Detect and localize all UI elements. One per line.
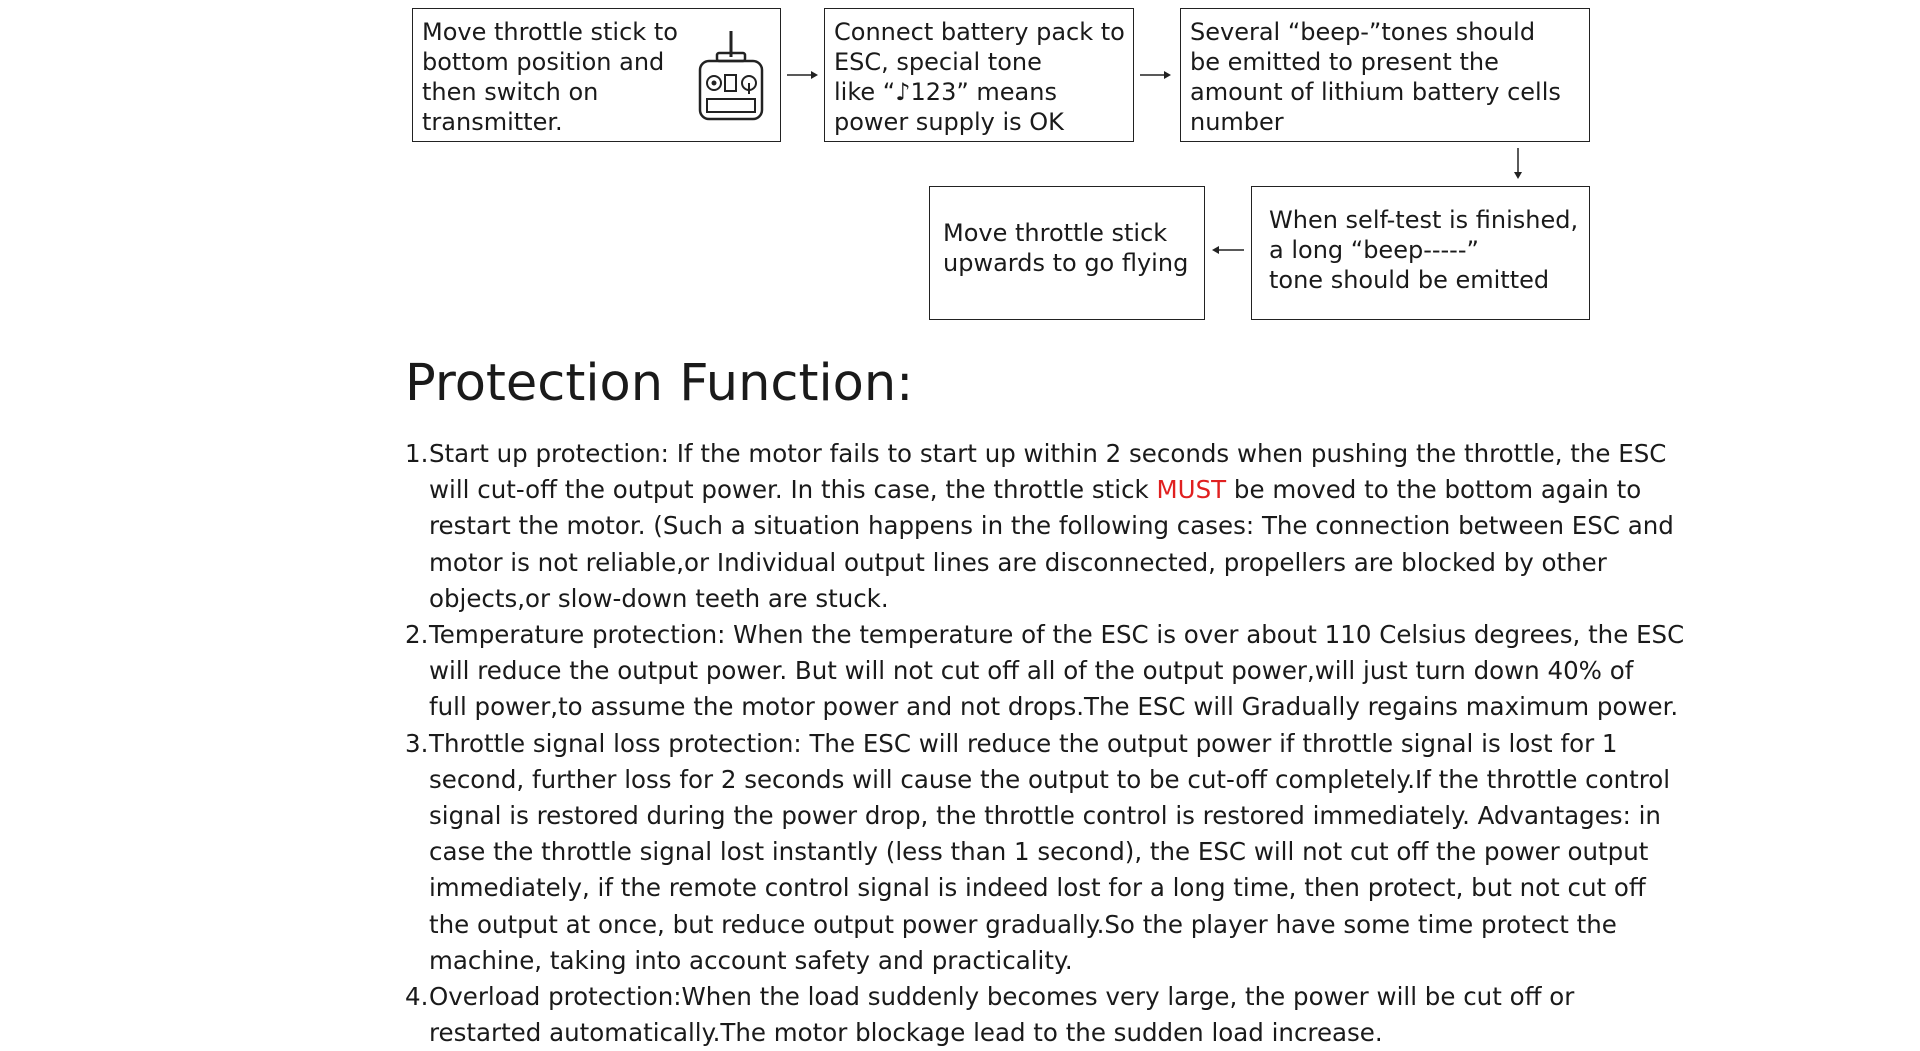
- protection-list: [405, 436, 1685, 1051]
- item-line: [429, 472, 1642, 508]
- flow-step-self-test: [1251, 186, 1590, 320]
- flow-step-text: power supply is OK: [834, 108, 1064, 136]
- flow-step-text: Move throttle stick to: [422, 18, 678, 46]
- item-line: signal is restored during the power drop, the throttle control is restored immediately. Advantages: in: [429, 801, 1661, 831]
- section-title: Protection Function:: [405, 354, 914, 413]
- flow-step-text: When self-test is finished,: [1269, 206, 1579, 234]
- item-line: immediately, if the remote control signal is indeed lost for a long time, then protect, but not cut off: [429, 873, 1646, 903]
- item-line: the output at once, but reduce output power gradually.So the player have some time protect the: [429, 909, 1617, 939]
- flow-step-beep-tones: [1180, 8, 1590, 142]
- item-line: restarted automatically.The motor blockage lead to the sudden load increase.: [429, 1018, 1383, 1048]
- must-emphasis: MUST: [1156, 475, 1227, 505]
- flow-step-throttle-bottom: [412, 8, 781, 142]
- item-line: objects,or slow-down teeth are stuck.: [429, 583, 889, 613]
- flow-step-text: upwards to go flying: [943, 249, 1189, 277]
- protection-item-temperature: [405, 617, 1685, 726]
- arrow-right-icon: [787, 68, 819, 82]
- protection-item-signal-loss: [405, 726, 1671, 979]
- flow-step-text: Connect battery pack to: [834, 18, 1125, 46]
- item-line: Overload protection:When the load suddenly becomes very large, the power will be cut off or: [429, 982, 1575, 1012]
- flow-step-text: tone should be emitted: [1269, 266, 1550, 294]
- arrow-down-icon: [1511, 148, 1525, 180]
- flow-step-text: bottom position and: [422, 48, 665, 76]
- flow-step-text: be emitted to present the: [1190, 48, 1499, 76]
- flow-step-text: transmitter.: [422, 108, 563, 136]
- item-line: Start up protection: If the motor fails to start up within 2 seconds when pushing the throttle, the ESC: [429, 439, 1667, 468]
- item-line: full power,to assume the motor power and not drops.The ESC will Gradually regains maximum power.: [429, 692, 1679, 722]
- protection-item-startup: [405, 436, 1674, 617]
- flow-step-text: amount of lithium battery cells: [1190, 78, 1561, 106]
- arrow-right-icon: [1140, 68, 1172, 82]
- flow-step-text: like “♪123” means: [834, 78, 1057, 106]
- item-number: 2.: [405, 620, 429, 650]
- transmitter-icon: [695, 27, 767, 125]
- flow-step-connect-battery: [824, 8, 1134, 142]
- item-line: case the throttle signal lost instantly (less than 1 second), the ESC will not cut off the power output: [429, 837, 1649, 867]
- arrow-left-icon: [1211, 243, 1245, 257]
- flow-step-text: ESC, special tone: [834, 48, 1042, 76]
- item-line: Throttle signal loss protection: The ESC will reduce the output power if throttle signal is lost for 1: [429, 728, 1618, 758]
- flow-step-text: a long “beep-----”: [1269, 236, 1479, 264]
- item-line: machine, taking into account safety and practicality.: [429, 945, 1073, 975]
- item-line: Temperature protection: When the temperature of the ESC is over about 110 Celsius degrees, the ESC: [429, 620, 1685, 650]
- item-number: 3.: [405, 728, 429, 758]
- protection-item-overload: [405, 979, 1605, 1051]
- item-line: will reduce the output power. But will not cut off all of the output power,will just turn down 40% of: [429, 656, 1634, 686]
- flow-step-text: number: [1190, 108, 1284, 136]
- item-line-text: will cut-off the output power. In this case, the throttle stick: [429, 475, 1157, 505]
- item-number: 4.: [405, 982, 429, 1012]
- item-line: second, further loss for 2 seconds will cause the output to be cut-off completely.If the throttle control: [429, 764, 1671, 794]
- item-line: motor is not reliable,or Individual output lines are disconnected, propellers are blocked by other: [429, 547, 1607, 577]
- item-number: 1.: [405, 439, 429, 468]
- flow-step-go-flying: [929, 186, 1205, 320]
- flow-step-text: Move throttle stick: [943, 219, 1168, 247]
- item-line-text: be moved to the bottom again to: [1226, 475, 1642, 505]
- item-line: restart the motor. (Such a situation happens in the following cases: The connection between ESC and: [429, 511, 1674, 541]
- flow-step-text: then switch on: [422, 78, 599, 106]
- flow-step-text: Several “beep-”tones should: [1190, 18, 1536, 46]
